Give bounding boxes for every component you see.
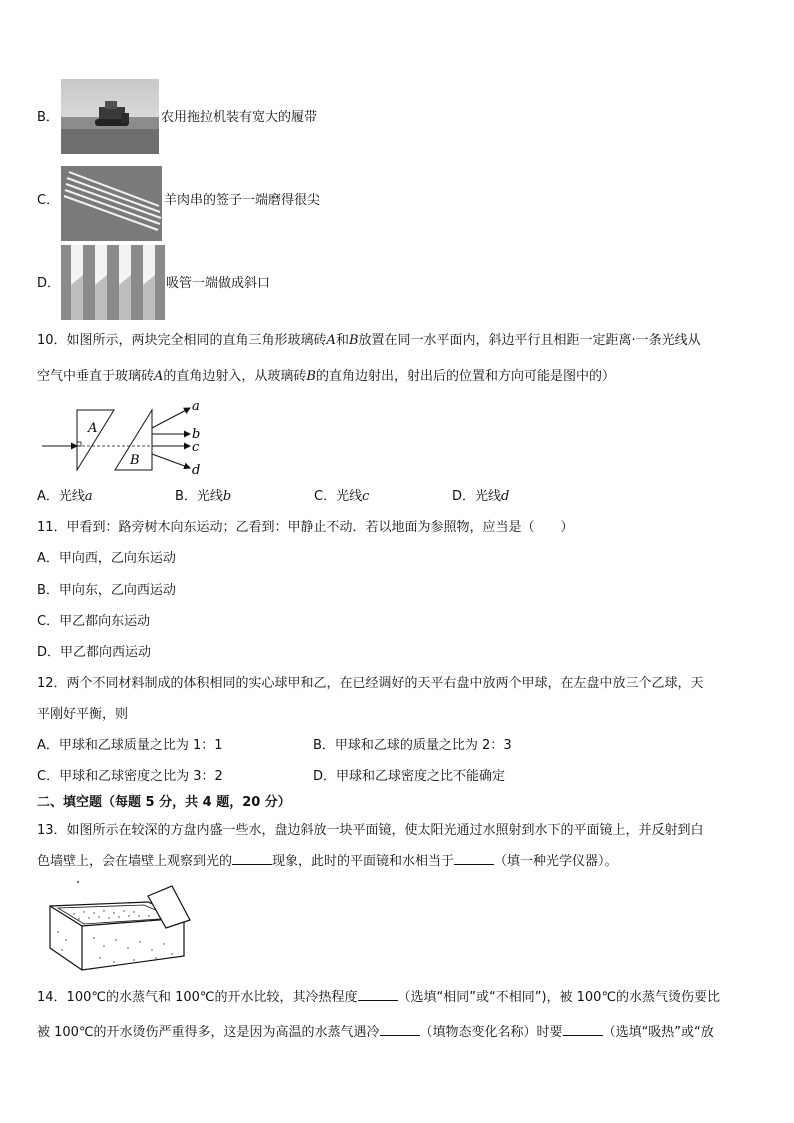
q13-line2: 色墙壁上，会在墙壁上观察到光的 现象，此时的平面镜和水相当于 （填一种光学仪器）。 [37, 854, 618, 869]
label-d: d [192, 463, 201, 478]
q12-option-d: D．甲球和乙球密度之比不能确定 [313, 769, 506, 784]
q10-option-b: B．光线b [175, 489, 232, 504]
q14-line1: 14．100℃的水蒸气和 100℃的开水比较，其冷热程度 （选填“相同”或“不相同”)，被 100℃的水蒸气烫伤要比 [37, 990, 721, 1005]
q10-option-c: C．光线c [314, 489, 370, 504]
option-c-letter: C． [37, 193, 60, 208]
option-d-letter: D． [37, 276, 61, 291]
q12-option-a: A．甲球和乙球质量之比为 1：1 [37, 738, 223, 753]
prism-light-diagram [40, 398, 210, 480]
q11-option-d: D．甲乙都向西运动 [37, 645, 152, 660]
label-a: a [192, 399, 200, 414]
q10-option-a: A．光线a [37, 489, 93, 504]
section-heading-fill-blank: 二、填空题（每题 5 分，共 4 题，20 分） [37, 795, 291, 810]
q14-blank-3[interactable] [563, 1023, 603, 1036]
q14-line2: 被 100℃的开水烫伤严重得多，这是因为高温的水蒸气遇冷 （填物态变化名称）时要 （选填“吸热”或“放 [37, 1025, 714, 1040]
q14-blank-2[interactable] [380, 1023, 420, 1036]
tractor-photo [61, 79, 159, 154]
q11-option-a: A．甲向西，乙向东运动 [37, 551, 176, 566]
q13-blank-2[interactable] [454, 852, 494, 865]
q11-option-b: B．甲向东，乙向西运动 [37, 583, 176, 598]
tray-mirror-diagram [44, 876, 194, 974]
q13-line1: 13．如图所示在较深的方盘内盛一些水，盘边斜放一块平面镜，使太阳光通过水照射到水下的平面镜上，并反射到白 [37, 823, 704, 838]
q13-blank-1[interactable] [232, 852, 272, 865]
q10-line1: 10．如图所示，两块完全相同的直角三角形玻璃砖A和B放置在同一水平面内，斜边平行且相距一定距离·一条光线从 [37, 333, 701, 348]
option-b-letter: B． [37, 110, 59, 125]
q10-option-d: D．光线d [452, 489, 510, 504]
q10-line2: 空气中垂直于玻璃砖A的直角边射入，从玻璃砖B的直角边射出，射出后的位置和方向可能是图中的） [37, 369, 615, 384]
option-b-text: 农用拖拉机装有宽大的履带 [161, 110, 318, 125]
option-d-text: 吸管一端做成斜口 [166, 276, 271, 291]
label-B: B [130, 453, 140, 468]
q12-option-c: C．甲球和乙球密度之比为 3：2 [37, 769, 223, 784]
q12-line2: 平刚好平衡，则 [37, 707, 129, 722]
option-c-text: 羊肉串的签子一端磨得很尖 [164, 193, 321, 208]
q11-stem: 11．甲看到：路旁树木向东运动；乙看到：甲静止不动．若以地面为参照物，应当是（ ） [37, 520, 574, 535]
q12-option-b: B．甲球和乙球的质量之比为 2：3 [313, 738, 512, 753]
label-A: A [88, 421, 98, 436]
label-b: b [192, 427, 201, 442]
label-c: c [192, 440, 200, 455]
q14-blank-1[interactable] [358, 988, 398, 1001]
q12-line1: 12．两个不同材料制成的体积相同的实心球甲和乙，在已经调好的天平右盘中放两个甲球，在左盘中放三个乙球，天 [37, 676, 704, 691]
straws-photo [61, 245, 165, 320]
skewer-photo [61, 166, 162, 241]
q11-option-c: C．甲乙都向东运动 [37, 614, 151, 629]
